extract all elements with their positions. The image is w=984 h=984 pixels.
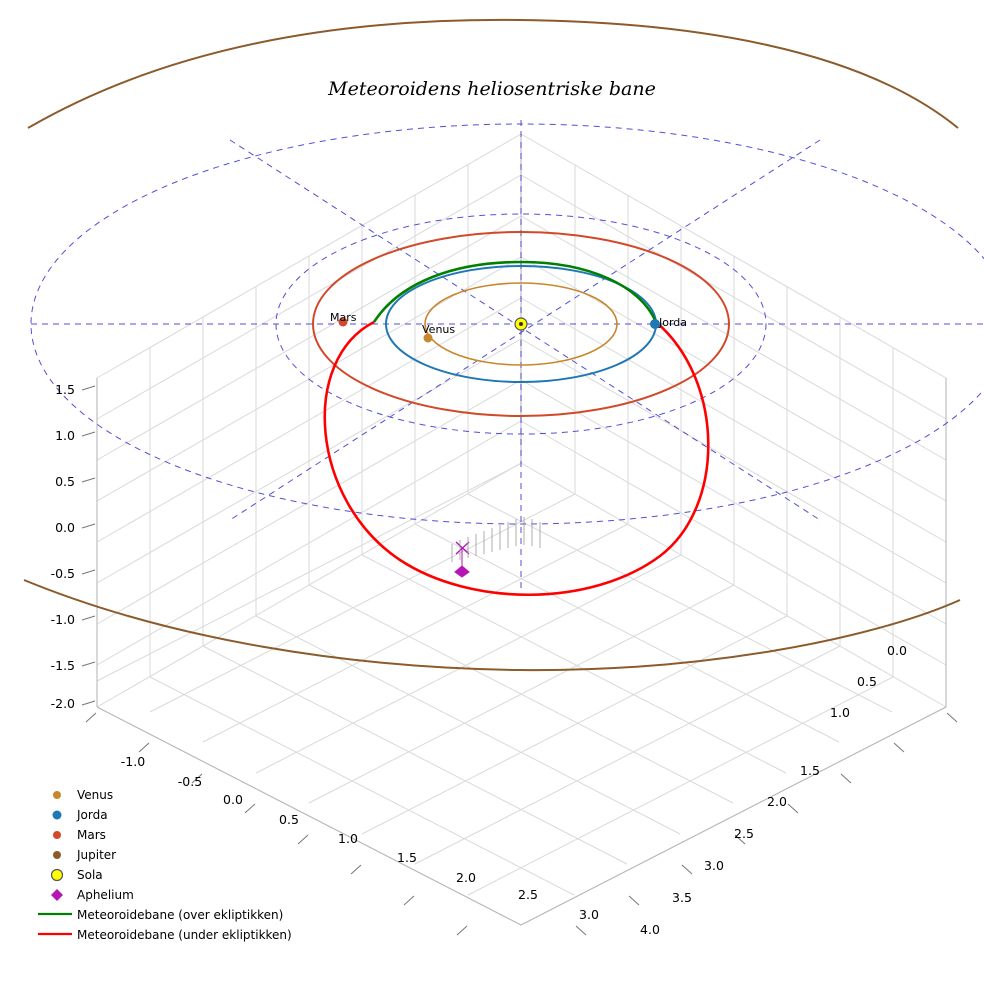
y-tick-7: 3.5	[672, 890, 692, 905]
z-tick-0: 1.5	[55, 382, 75, 397]
meteoroid-orbit-below-ecliptic	[325, 322, 709, 595]
chart-title: Meteoroidens heliosentriske bane	[328, 78, 656, 100]
legend-label-venus: Venus	[77, 788, 114, 802]
z-tick-3: 0.0	[55, 520, 75, 535]
legend	[38, 788, 292, 942]
legend-item-mars[interactable]	[53, 828, 106, 842]
body-marker-sola	[515, 318, 527, 330]
legend-marker-venus-icon	[53, 791, 61, 799]
x-tick-8: 3.0	[579, 907, 599, 922]
z-tick-2: 0.5	[55, 474, 75, 489]
y-tick-0: 0.0	[887, 643, 907, 658]
x-tick-6: 2.0	[456, 870, 476, 885]
legend-label-jorda: Jorda	[77, 808, 108, 822]
x-tick-2: 0.0	[223, 792, 243, 807]
orbit-jupiter	[24, 20, 960, 670]
z-tick-7: -2.0	[50, 696, 75, 711]
y-tick-6: 3.0	[704, 858, 724, 873]
z-axis-ticks	[51, 382, 95, 711]
ecliptic-reference-grid	[31, 120, 984, 590]
legend-marker-sola-icon	[52, 870, 63, 881]
y-tick-2: 1.0	[830, 705, 850, 720]
legend-label-jupiter: Jupiter	[77, 848, 117, 862]
legend-marker-aphelium-icon	[51, 889, 63, 901]
x-tick-5: 1.5	[397, 850, 417, 865]
aphelion-marker-group	[455, 542, 469, 577]
legend-marker-jupiter-icon	[53, 851, 61, 859]
x-tick-3: 0.5	[279, 812, 299, 827]
x-tick-1: -0.5	[177, 774, 203, 789]
legend-item-meteoroid-above[interactable]	[38, 908, 283, 922]
z-tick-5: -1.0	[50, 612, 75, 627]
y-tick-5: 2.5	[734, 826, 754, 841]
y-tick-4: 2.0	[767, 794, 787, 809]
x-tick-7: 2.5	[518, 887, 538, 902]
label-jorda: Jorda	[659, 316, 688, 329]
legend-label-sola: Sola	[77, 868, 103, 882]
label-mars: Mars	[330, 311, 357, 324]
legend-item-jorda[interactable]	[53, 808, 108, 822]
z-tick-1: 1.0	[55, 428, 75, 443]
y-tick-8: 4.0	[640, 922, 660, 937]
legend-item-sola[interactable]	[52, 868, 103, 882]
z-tick-4: -0.5	[50, 566, 75, 581]
x-tick-0: -1.0	[120, 754, 146, 769]
legend-label-meteoroid-below: Meteoroidebane (under ekliptikken)	[77, 928, 292, 942]
y-axis-ticks	[576, 643, 957, 937]
legend-item-meteoroid-below[interactable]	[38, 928, 292, 942]
z-tick-6: -1.5	[50, 658, 75, 673]
x-tick-4: 1.0	[338, 831, 358, 846]
legend-item-jupiter[interactable]	[53, 848, 116, 862]
legend-marker-jorda-icon	[53, 811, 62, 820]
legend-label-mars: Mars	[77, 828, 106, 842]
legend-marker-mars-icon	[53, 831, 61, 839]
legend-item-venus[interactable]	[53, 788, 113, 802]
y-tick-3: 1.5	[800, 763, 820, 778]
legend-label-meteoroid-above: Meteoroidebane (over ekliptikken)	[77, 908, 284, 922]
y-tick-1: 0.5	[857, 674, 877, 689]
label-venus: Venus	[422, 323, 456, 336]
legend-item-aphelium[interactable]	[51, 888, 134, 902]
legend-label-aphelium: Aphelium	[77, 888, 134, 902]
